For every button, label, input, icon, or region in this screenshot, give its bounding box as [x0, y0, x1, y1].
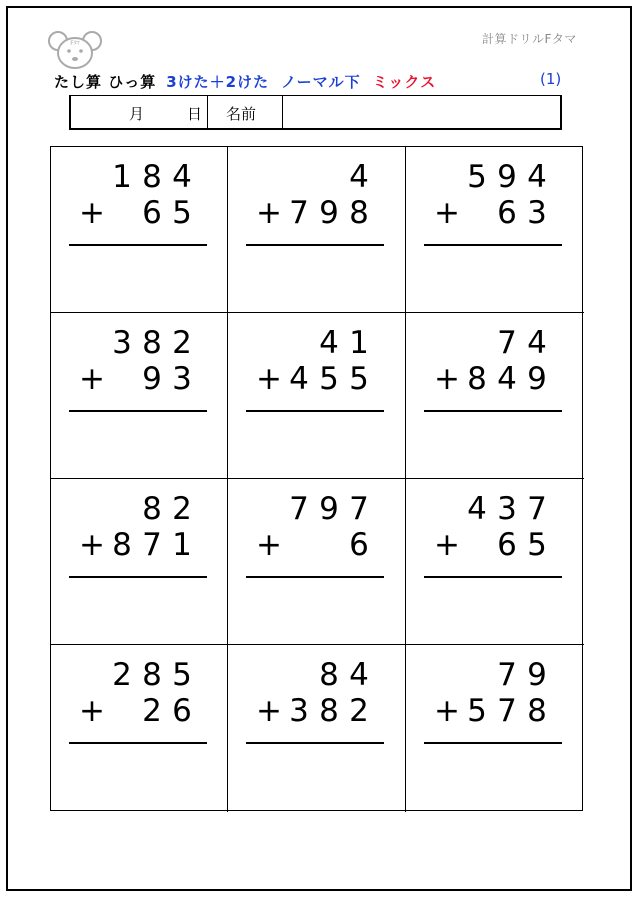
digit: 8 — [467, 361, 487, 397]
digit: 6 — [497, 527, 517, 563]
problem-cell — [406, 645, 584, 812]
digit: 2 — [349, 693, 369, 729]
problem-cell — [51, 147, 228, 313]
plus-sign: + — [434, 361, 460, 397]
plus-sign: + — [79, 361, 105, 397]
divider — [207, 96, 208, 128]
addend-bottom — [254, 361, 374, 397]
addend-top — [432, 325, 552, 361]
digit: 8 — [319, 693, 339, 729]
addend-bottom — [432, 361, 552, 397]
plus-sign: + — [79, 693, 105, 729]
digit: 4 — [527, 159, 547, 195]
digit: 5 — [467, 693, 487, 729]
digit: 4 — [497, 361, 517, 397]
digit: 1 — [172, 527, 192, 563]
addend-top — [77, 657, 197, 693]
digit: 9 — [527, 361, 547, 397]
digit: 2 — [142, 693, 162, 729]
name-date-row — [69, 95, 562, 130]
addend-bottom — [254, 693, 374, 729]
addend-top — [432, 657, 552, 693]
sheet-number: (1) — [540, 70, 562, 88]
worksheet-title — [54, 71, 436, 92]
digit: 9 — [319, 491, 339, 527]
digit: 4 — [319, 325, 339, 361]
title-part-4: ミックス — [372, 73, 437, 91]
addend-bottom — [77, 693, 197, 729]
digit: 6 — [172, 693, 192, 729]
digit: 8 — [142, 491, 162, 527]
addend-bottom — [254, 195, 374, 231]
digit: 2 — [172, 491, 192, 527]
answer-line — [424, 576, 562, 578]
digit: 3 — [497, 491, 517, 527]
digit: 9 — [527, 657, 547, 693]
digit: 5 — [172, 195, 192, 231]
problem-cell — [228, 147, 406, 313]
addend-top — [77, 325, 197, 361]
digit: 4 — [467, 491, 487, 527]
digit: 8 — [112, 527, 132, 563]
answer-line — [69, 410, 207, 412]
digit: 5 — [172, 657, 192, 693]
plus-sign: + — [79, 195, 105, 231]
problem-grid — [50, 146, 583, 811]
digit: 4 — [289, 361, 309, 397]
addend-bottom — [77, 527, 197, 563]
digit: 4 — [349, 657, 369, 693]
answer-line — [246, 410, 384, 412]
problem-cell — [51, 645, 228, 812]
divider — [282, 96, 283, 128]
title-part-2: 3けた＋2けた — [166, 73, 270, 91]
addend-top — [432, 159, 552, 195]
addend-bottom — [432, 527, 552, 563]
plus-sign: + — [434, 527, 460, 563]
answer-line — [69, 244, 207, 246]
site-name: 計算ドリルFタマ — [482, 32, 577, 46]
addend-bottom — [77, 195, 197, 231]
answer-line — [424, 244, 562, 246]
plus-sign: + — [256, 693, 282, 729]
digit: 6 — [497, 195, 517, 231]
addend-top — [254, 491, 374, 527]
addend-top — [77, 491, 197, 527]
digit: 3 — [172, 361, 192, 397]
addend-top — [432, 491, 552, 527]
addend-bottom — [432, 693, 552, 729]
digit: 7 — [142, 527, 162, 563]
title-part-3: ノーマル下 — [281, 73, 361, 91]
problem-cell — [228, 479, 406, 645]
digit: 7 — [527, 491, 547, 527]
plus-sign: + — [434, 693, 460, 729]
addend-top — [254, 657, 374, 693]
digit: 6 — [142, 195, 162, 231]
digit: 5 — [349, 361, 369, 397]
digit: 4 — [527, 325, 547, 361]
addend-top — [254, 159, 374, 195]
answer-line — [246, 576, 384, 578]
plus-sign: + — [434, 195, 460, 231]
digit: 7 — [497, 657, 517, 693]
digit: 4 — [172, 159, 192, 195]
answer-line — [69, 576, 207, 578]
digit: 2 — [172, 325, 192, 361]
digit: 1 — [112, 159, 132, 195]
addend-bottom — [77, 361, 197, 397]
addend-bottom — [254, 527, 374, 563]
mouse-logo-icon — [47, 29, 103, 71]
problem-cell — [51, 313, 228, 479]
addend-top — [77, 159, 197, 195]
digit: 8 — [527, 693, 547, 729]
digit: 9 — [497, 159, 517, 195]
problem-cell — [406, 479, 584, 645]
plus-sign: + — [256, 361, 282, 397]
digit: 4 — [349, 159, 369, 195]
problem-cell — [406, 147, 584, 313]
digit: 5 — [319, 361, 339, 397]
digit: 5 — [527, 527, 547, 563]
digit: 8 — [142, 159, 162, 195]
digit: 9 — [142, 361, 162, 397]
digit: 7 — [349, 491, 369, 527]
logo-text: Fﾀﾏ — [70, 40, 80, 47]
digit: 8 — [142, 325, 162, 361]
month-label: 月 — [129, 105, 145, 123]
digit: 8 — [319, 657, 339, 693]
plus-sign: + — [256, 527, 282, 563]
digit: 8 — [349, 195, 369, 231]
problem-cell — [51, 479, 228, 645]
addend-bottom — [432, 195, 552, 231]
digit: 2 — [112, 657, 132, 693]
problem-cell — [228, 313, 406, 479]
day-label: 日 — [187, 105, 203, 123]
digit: 6 — [349, 527, 369, 563]
digit: 7 — [289, 491, 309, 527]
digit: 7 — [497, 693, 517, 729]
answer-line — [246, 244, 384, 246]
digit: 8 — [142, 657, 162, 693]
problem-cell — [228, 645, 406, 812]
digit: 9 — [319, 195, 339, 231]
digit: 3 — [289, 693, 309, 729]
digit: 5 — [467, 159, 487, 195]
plus-sign: + — [79, 527, 105, 563]
digit: 1 — [349, 325, 369, 361]
digit: 7 — [289, 195, 309, 231]
digit: 3 — [112, 325, 132, 361]
title-part-1: たし算 ひっ算 — [54, 73, 157, 91]
digit: 3 — [527, 195, 547, 231]
name-label: 名前 — [226, 105, 257, 123]
addend-top — [254, 325, 374, 361]
answer-line — [424, 742, 562, 744]
answer-line — [246, 742, 384, 744]
plus-sign: + — [256, 195, 282, 231]
answer-line — [424, 410, 562, 412]
problem-cell — [406, 313, 584, 479]
answer-line — [69, 742, 207, 744]
digit: 7 — [497, 325, 517, 361]
